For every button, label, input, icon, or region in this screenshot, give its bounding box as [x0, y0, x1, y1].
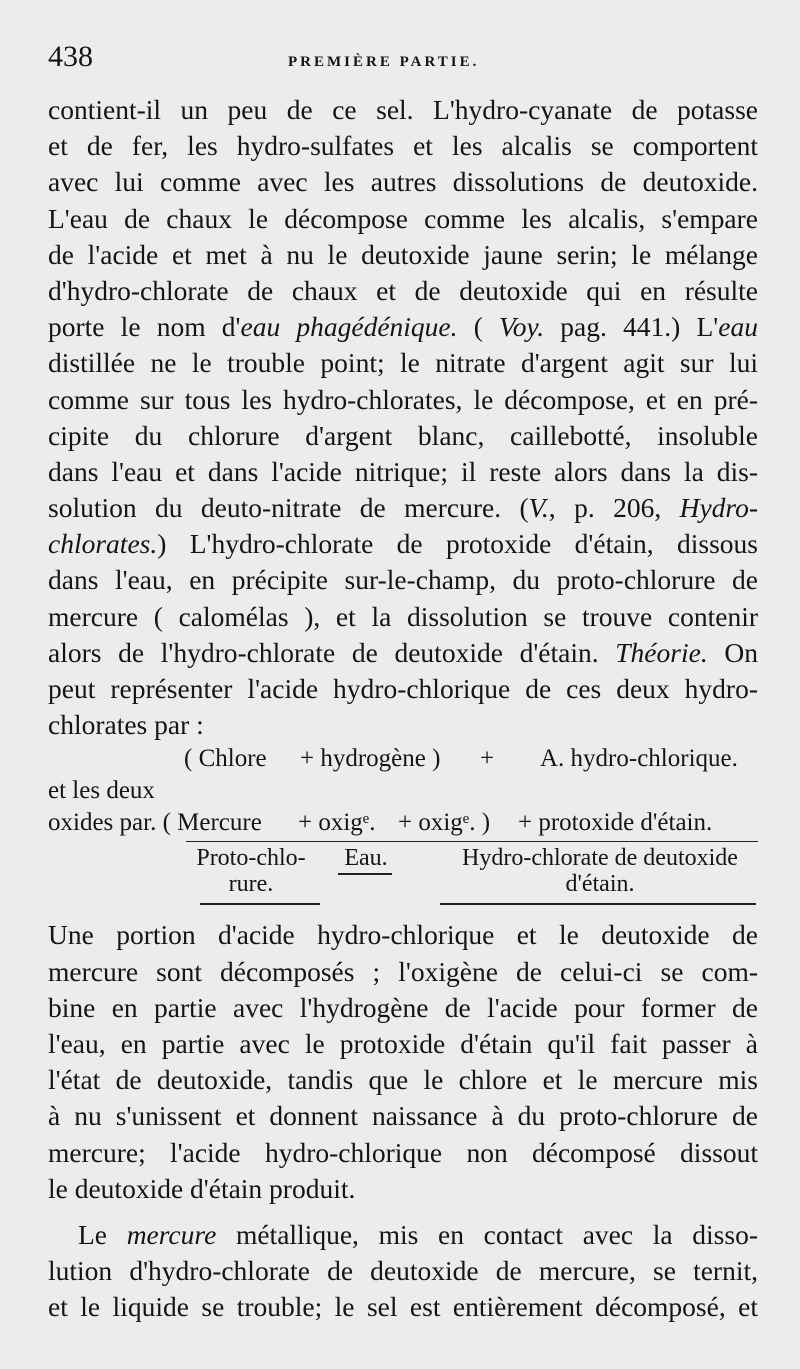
text-line: distillée ne le trouble point; le nitrate d'argent agit sur lui	[48, 347, 758, 379]
text-span: ) L'hydro-chlorate de protoxide d'étain, dissous	[157, 528, 758, 560]
text-line: mercure ( calomélas ), et la dissolution se trouve contenir	[48, 600, 758, 632]
equation-term: + hydrogène )	[300, 745, 441, 773]
equation-term: et les deux	[48, 777, 155, 805]
text-line	[48, 635, 758, 671]
text-line: bine en partie avec l'hydrogène de l'acide pour former de	[48, 991, 758, 1023]
italic-term: eau phagédénique.	[240, 311, 458, 343]
text-span: On	[707, 636, 758, 668]
text-line: chlorates par :	[48, 709, 204, 741]
text-span: , p. 206,	[548, 492, 680, 524]
paragraph-2	[48, 917, 758, 1207]
equation-term: A. hydro-chlorique.	[540, 745, 738, 773]
text-line: dans l'eau et dans l'acide nitrique; il reste alors dans la dis-	[48, 455, 758, 487]
equation-rule	[186, 841, 758, 842]
equation-row	[48, 743, 758, 775]
text-line: mercure sont décomposés ; l'oxigène de celui-ci se com-	[48, 955, 758, 987]
paragraph-3	[48, 1217, 758, 1326]
text-line: peut représenter l'acide hydro-chlorique de ces deux hydro-	[48, 673, 758, 704]
text-line	[48, 526, 758, 562]
italic-term: Théorie.	[615, 636, 708, 668]
text-line: l'eau, en partie avec le protoxide d'étain qu'il fait passer à	[48, 1027, 758, 1059]
text-span: métallique, mis en contact avec la disso-	[216, 1218, 758, 1250]
text-line: comme sur tous les hydro-chlorates, le décompose, et en pré-	[48, 383, 758, 415]
text-line: Une portion d'acide hydro-chlorique et le deutoxide de	[48, 919, 758, 951]
text-line: contient-il un peu de ce sel. L'hydro-cyanate de potasse	[48, 94, 758, 125]
product-hydro-chlorate: Hydro-chlorate de deutoxide d'étain.	[462, 845, 738, 898]
equation-rule	[200, 903, 320, 905]
paragraph-1	[48, 92, 758, 743]
equation-row	[48, 775, 758, 807]
text-span: alors de l'hydro-chlorate de deutoxide d'étain.	[48, 636, 616, 668]
text-line	[48, 1217, 758, 1253]
text-line: l'état de deutoxide, tandis que le chlore et le mercure mis	[48, 1064, 758, 1096]
spacer	[48, 903, 758, 917]
equation-term: +	[480, 745, 495, 773]
running-title: PREMIÈRE PARTIE.	[288, 54, 480, 70]
text-span: Le	[78, 1218, 127, 1250]
italic-term: mercure	[126, 1218, 217, 1250]
chemical-equation	[48, 743, 758, 903]
text-line: le deutoxide d'étain produit.	[48, 1172, 356, 1204]
italic-term: eau	[718, 311, 758, 343]
text-span: pag. 441.) L'	[544, 311, 719, 343]
text-line: et de fer, les hydro-sulfates et les alcalis se comportent	[48, 130, 758, 162]
spacer	[48, 1207, 758, 1217]
text-span: porte le nom d'	[48, 311, 241, 343]
italic-reference: V.	[528, 492, 549, 524]
text-span: solution du deuto-nitrate de mercure. (	[48, 492, 529, 524]
page-number: 438	[48, 40, 93, 73]
italic-term: Hydro-	[679, 492, 758, 524]
text-line: de l'acide et met à nu le deutoxide jaune serin; le mélange	[48, 238, 758, 270]
equation-rule	[338, 873, 392, 875]
equation-term: + oxigᵉ. )	[398, 809, 491, 837]
product-proto-chlorure: Proto-chlo- rure.	[196, 845, 306, 898]
text-line: cipite du chlorure d'argent blanc, caillebotté, insoluble	[48, 419, 758, 451]
equation-products	[48, 843, 758, 903]
product-eau: Eau.	[344, 845, 388, 872]
equation-term: oxides par. ( Mercure	[48, 809, 262, 837]
text-line: L'eau de chaux le décompose comme les alcalis, s'empare	[48, 202, 758, 234]
equation-term: ( Chlore	[184, 745, 267, 773]
equation-term: + protoxide d'étain.	[518, 809, 713, 837]
text-span: (	[457, 311, 500, 343]
equation-term: + oxigᵉ.	[298, 809, 376, 837]
text-line: mercure; l'acide hydro-chlorique non décomposé dissout	[48, 1136, 758, 1168]
text-line: dans l'eau, en précipite sur-le-champ, du proto-chlorure de	[48, 564, 758, 596]
page-header	[48, 40, 758, 92]
equation-row	[48, 807, 758, 843]
text-line	[48, 309, 758, 345]
text-line: avec lui comme avec les autres dissolutions de deutoxide.	[48, 166, 758, 198]
text-line	[48, 490, 758, 526]
text-line: lution d'hydro-chlorate de deutoxide de mercure, se ternit,	[48, 1255, 758, 1287]
italic-reference: Voy.	[499, 311, 545, 343]
equation-rule	[440, 903, 756, 905]
text-line: à nu s'unissent et donnent naissance à du proto-chlorure de	[48, 1100, 758, 1132]
italic-term: chlorates.	[48, 528, 158, 560]
text-line: d'hydro-chlorate de chaux et de deutoxide qui en résulte	[48, 274, 758, 306]
text-line: et le liquide se trouble; le sel est entièrement décomposé, et	[48, 1291, 758, 1323]
